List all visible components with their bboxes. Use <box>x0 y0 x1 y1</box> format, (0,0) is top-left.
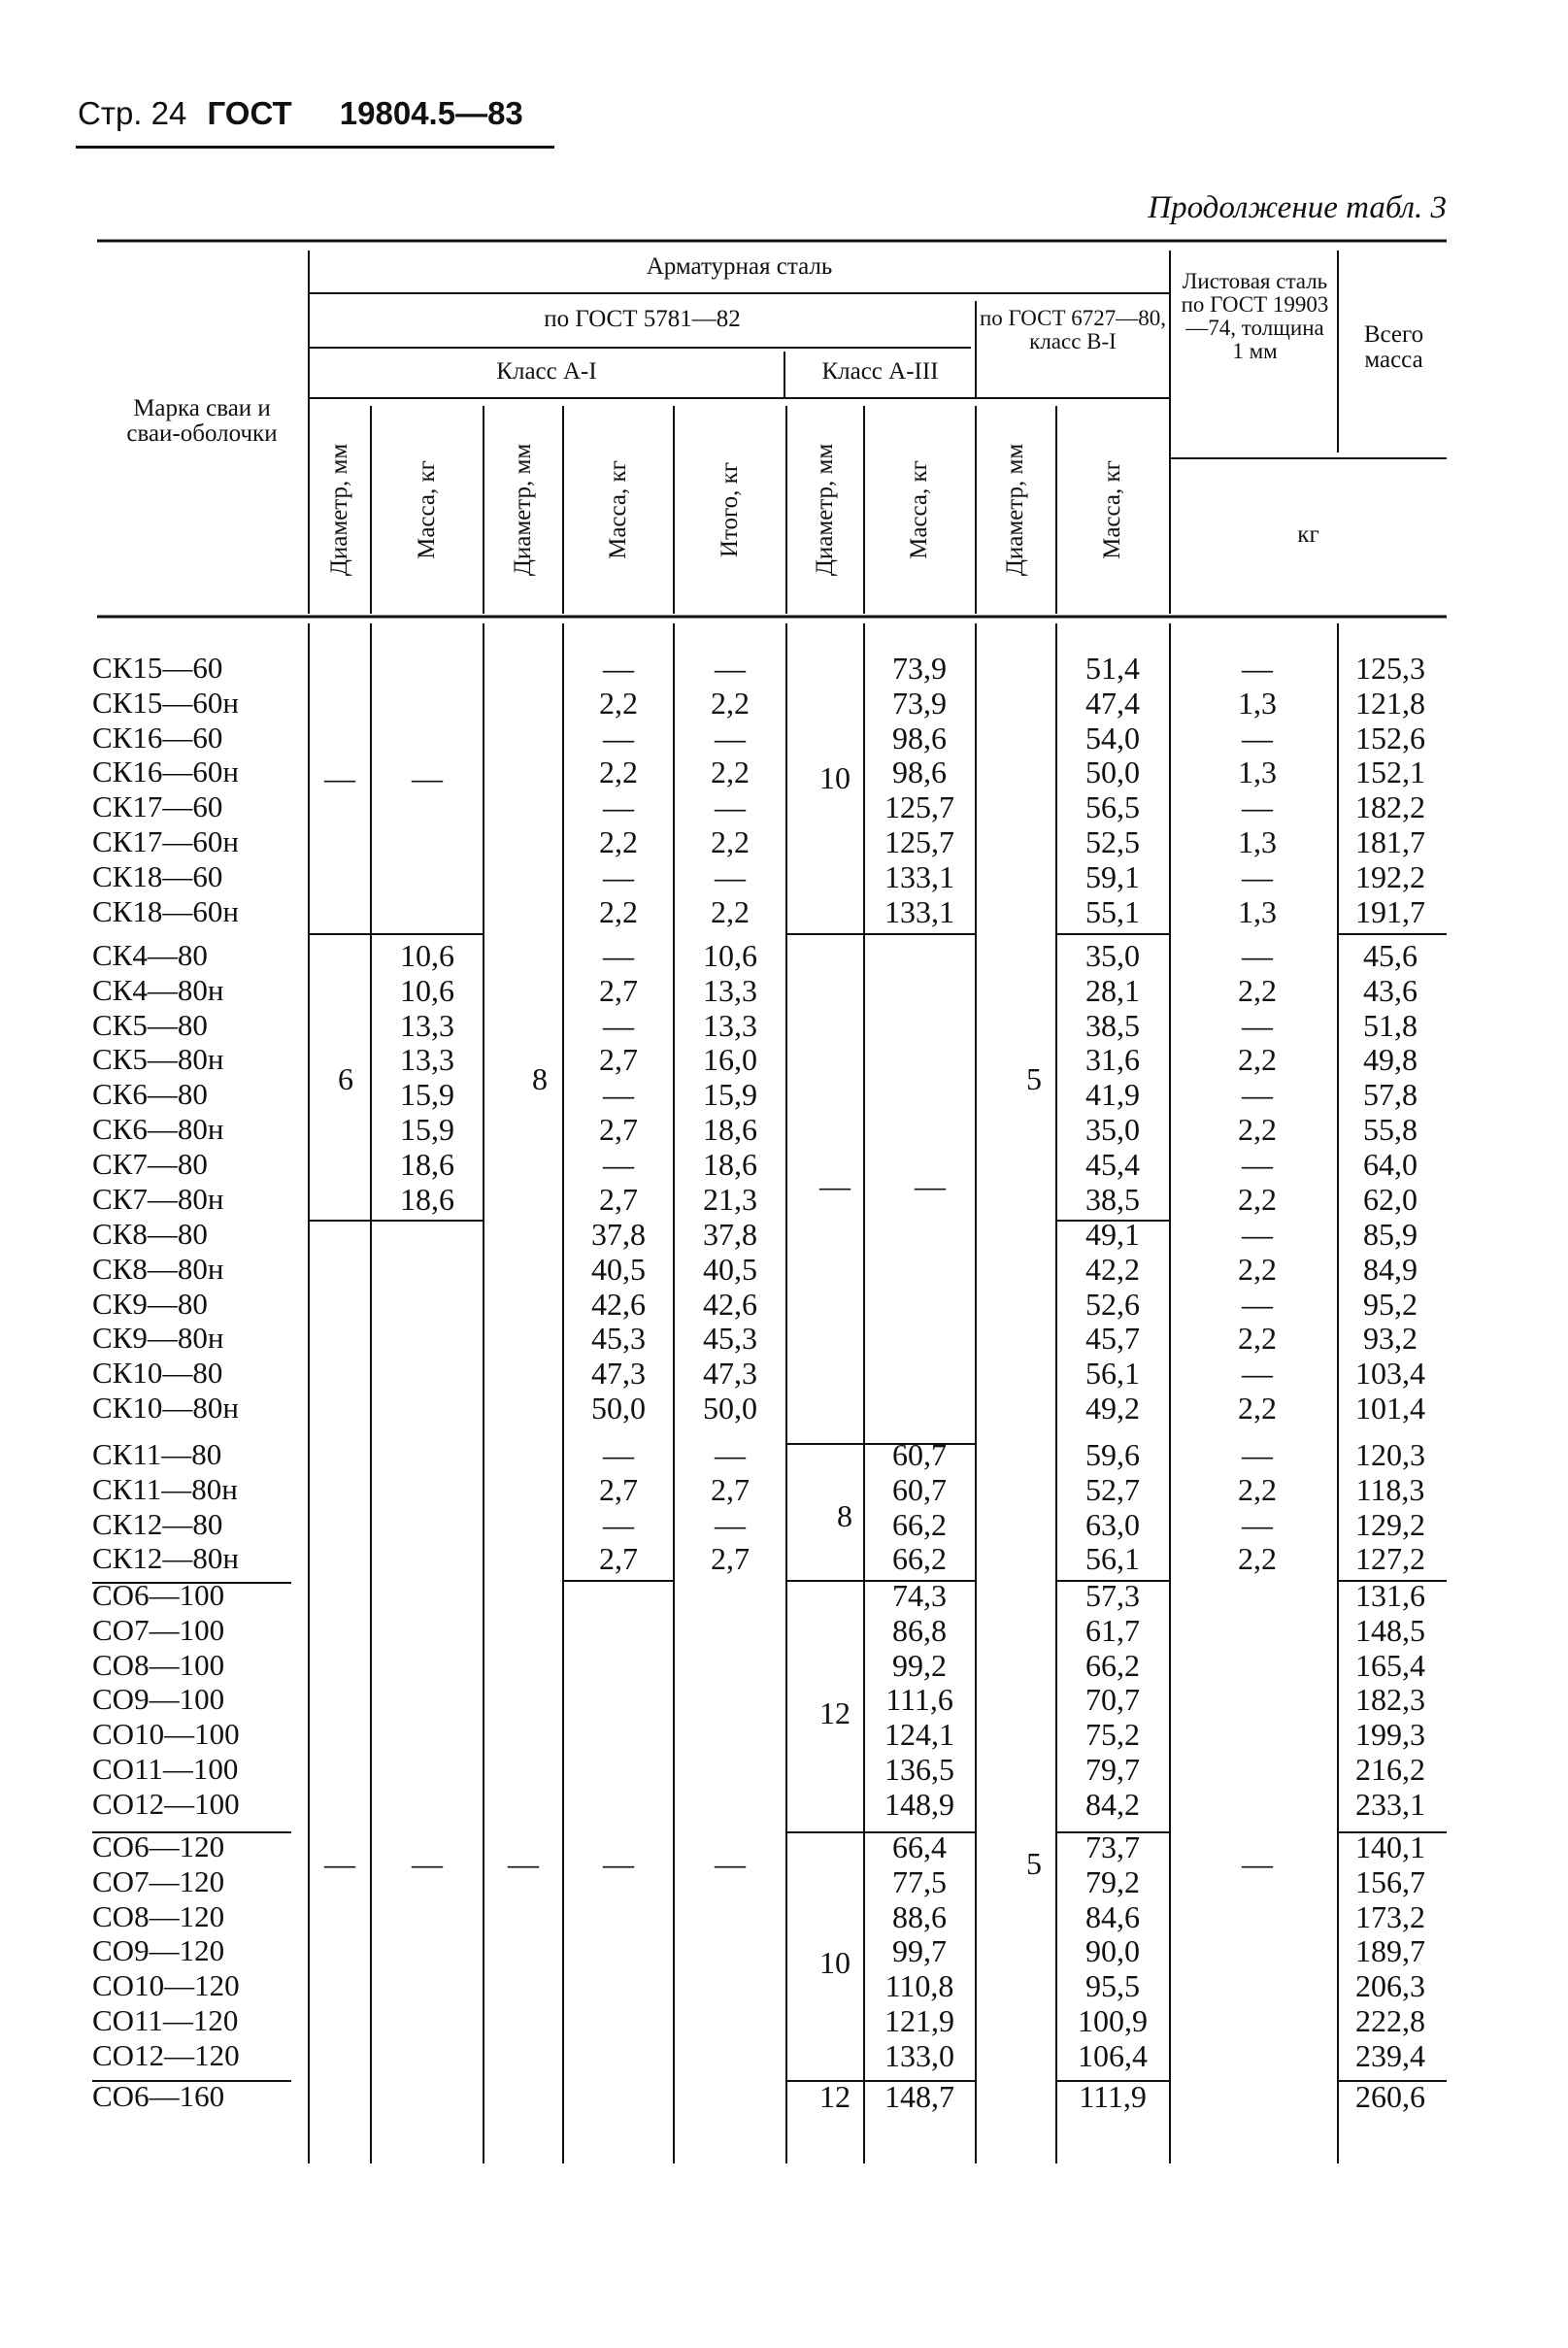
cell-a1m2: 2,2 <box>599 755 638 790</box>
cell-a1s: 37,8 <box>703 1217 757 1252</box>
subhdr-a1-subtotal: Итого, кг <box>717 461 743 558</box>
cell-a1m2: 2,7 <box>599 1112 638 1147</box>
group-cell: 10 <box>819 760 851 795</box>
cell-total: 206,3 <box>1355 1968 1425 2004</box>
cell-sheet: — <box>1242 1437 1273 1472</box>
cell-a1m1: 10,6 <box>400 972 454 1008</box>
cell-a3m: 136,5 <box>884 1752 954 1787</box>
subhdr-a1-m1: Масса, кг <box>414 460 440 559</box>
row-mark: СО6—160 <box>92 2079 225 2113</box>
standard-label: ГОСТ <box>207 95 292 131</box>
group-cell: 8 <box>532 1061 548 1096</box>
row-mark: СО8—100 <box>92 1647 225 1682</box>
cell-a1m2: 2,2 <box>599 685 638 721</box>
cell-a3m: 73,9 <box>892 685 947 721</box>
cell-a1m2: — <box>603 1506 634 1542</box>
row-mark: СО6—120 <box>92 1829 225 1863</box>
cell-b1m: 90,0 <box>1085 1933 1140 1969</box>
cell-a3m: 99,7 <box>892 1933 947 1969</box>
cell-a3m: 77,5 <box>892 1863 947 1899</box>
cell-a3m: 66,2 <box>892 1506 947 1542</box>
subhdr-a1-d2: Диаметр, мм <box>510 443 536 577</box>
cell-sheet: 1,3 <box>1238 824 1277 859</box>
cell-sheet: 2,2 <box>1238 1112 1277 1147</box>
cell-a3m: 99,2 <box>892 1647 947 1683</box>
cell-total: 199,3 <box>1355 1717 1425 1753</box>
cell-b1m: 61,7 <box>1085 1612 1140 1648</box>
row-mark: СК12—80 <box>92 1506 223 1541</box>
cell-b1m: 28,1 <box>1085 972 1140 1008</box>
cell-b1m: 49,2 <box>1085 1391 1140 1426</box>
cell-b1m: 35,0 <box>1085 938 1140 973</box>
row-mark: СК18—60 <box>92 858 223 893</box>
standard-number: 19804.5—83 <box>339 95 523 131</box>
cell-total: 64,0 <box>1363 1146 1418 1182</box>
cell-sheet: — <box>1242 1506 1273 1542</box>
cell-a1m1: 18,6 <box>400 1146 454 1182</box>
subhdr-a3-d: Диаметр, мм <box>812 443 838 577</box>
cell-a3m: 98,6 <box>892 755 947 790</box>
cell-b1m: 42,2 <box>1085 1251 1140 1287</box>
cell-total: 55,8 <box>1363 1112 1418 1147</box>
cell-a1m2: — <box>603 651 634 686</box>
cell-total: 118,3 <box>1355 1471 1425 1507</box>
group-cell: — <box>412 1846 443 1881</box>
cell-sheet: 1,3 <box>1238 685 1277 721</box>
cell-sheet: 2,2 <box>1238 1321 1277 1357</box>
cell-a1m2: 2,2 <box>599 893 638 929</box>
cell-a3m: 125,7 <box>884 824 954 859</box>
col-total-header: Всего масса <box>1363 321 1424 374</box>
cell-total: 45,6 <box>1363 938 1418 973</box>
cell-a1s: — <box>715 651 746 686</box>
cell-b1m: 56,1 <box>1085 1541 1140 1577</box>
cell-b1m: 56,5 <box>1085 789 1140 825</box>
cell-a1m2: — <box>603 938 634 973</box>
cell-a3m: 98,6 <box>892 720 947 755</box>
col-class-a1-header: Класс А-I <box>496 358 597 385</box>
table-continuation-label: Продолжение табл. 3 <box>1148 190 1447 225</box>
cell-a1m1: 13,3 <box>400 1007 454 1043</box>
cell-b1m: 95,5 <box>1085 1968 1140 2004</box>
cell-sheet: — <box>1242 1077 1273 1113</box>
cell-b1m: 111,9 <box>1079 2079 1147 2114</box>
cell-b1m: 49,1 <box>1085 1217 1140 1252</box>
cell-total: 84,9 <box>1363 1251 1418 1287</box>
cell-a1m2: 2,7 <box>599 1181 638 1217</box>
row-mark: СО8—120 <box>92 1898 225 1933</box>
cell-sheet: 2,2 <box>1238 1471 1277 1507</box>
row-mark: СО9—120 <box>92 1933 225 1968</box>
cell-a3m: 148,9 <box>884 1786 954 1822</box>
cell-total: 125,3 <box>1355 651 1425 686</box>
cell-a1s: — <box>715 1506 746 1542</box>
cell-sheet: — <box>1242 1007 1273 1043</box>
group-cell: — <box>1242 1846 1273 1881</box>
cell-a1m2: — <box>603 1437 634 1472</box>
cell-total: 131,6 <box>1355 1578 1425 1613</box>
row-mark: СО12—120 <box>92 2037 240 2072</box>
cell-a1s: 18,6 <box>703 1146 757 1182</box>
row-mark: СК17—60н <box>92 824 239 858</box>
cell-total: 182,2 <box>1355 789 1425 825</box>
cell-total: 120,3 <box>1355 1437 1425 1472</box>
cell-b1m: 35,0 <box>1085 1112 1140 1147</box>
row-mark: СО11—120 <box>92 2003 239 2037</box>
cell-b1m: 57,3 <box>1085 1578 1140 1613</box>
cell-sheet: — <box>1242 789 1273 825</box>
cell-total: 233,1 <box>1355 1786 1425 1822</box>
cell-sheet: 2,2 <box>1238 1391 1277 1426</box>
group-cell: 5 <box>1026 1061 1042 1096</box>
cell-a3m: 125,7 <box>884 789 954 825</box>
cell-a3m: 86,8 <box>892 1612 947 1648</box>
cell-b1m: 106,4 <box>1078 2037 1148 2073</box>
row-mark: СО12—100 <box>92 1786 240 1821</box>
group-cell: — <box>819 1168 851 1203</box>
row-mark: СК6—80 <box>92 1077 208 1112</box>
cell-b1m: 45,7 <box>1085 1321 1140 1357</box>
cell-a1m2: 45,3 <box>591 1321 646 1357</box>
row-mark: СК18—60н <box>92 893 239 928</box>
row-mark: СК5—80 <box>92 1007 208 1042</box>
row-mark: СК7—80 <box>92 1146 208 1181</box>
row-mark: СК8—80н <box>92 1251 224 1286</box>
group-cell: 6 <box>338 1061 353 1096</box>
cell-sheet: 2,2 <box>1238 1251 1277 1287</box>
row-mark: СК17—60 <box>92 789 223 824</box>
cell-a3m: 111,6 <box>885 1682 953 1718</box>
cell-a3m: 60,7 <box>892 1437 947 1472</box>
cell-a3m: 73,9 <box>892 651 947 686</box>
cell-a1s: — <box>715 789 746 825</box>
subhdr-a3-m: Масса, кг <box>906 460 932 559</box>
cell-a1m2: 50,0 <box>591 1391 646 1426</box>
col-class-a3-header: Класс А-III <box>821 358 939 385</box>
row-mark: СК8—80 <box>92 1217 208 1251</box>
cell-a3m: 133,1 <box>884 893 954 929</box>
cell-total: 152,6 <box>1355 720 1425 755</box>
cell-b1m: 55,1 <box>1085 893 1140 929</box>
row-mark: СК10—80 <box>92 1356 223 1391</box>
cell-a3m: 88,6 <box>892 1898 947 1934</box>
cell-total: 62,0 <box>1363 1181 1418 1217</box>
cell-a3m: 60,7 <box>892 1471 947 1507</box>
col-unit-kg: кг <box>1297 521 1319 548</box>
cell-sheet: 1,3 <box>1238 755 1277 790</box>
row-mark: СО11—100 <box>92 1752 239 1786</box>
cell-sheet: — <box>1242 1146 1273 1182</box>
cell-a1s: 13,3 <box>703 1007 757 1043</box>
cell-sheet: — <box>1242 938 1273 973</box>
cell-a3m: 124,1 <box>884 1717 954 1753</box>
cell-b1m: 59,1 <box>1085 858 1140 894</box>
cell-a1s: — <box>715 858 746 894</box>
cell-a3m: 148,7 <box>884 2079 954 2114</box>
subhdr-a1-m2: Масса, кг <box>605 460 631 559</box>
group-cell: — <box>603 1846 634 1881</box>
col-mark-header: Марка сваи и сваи-оболочки <box>126 395 278 448</box>
cell-sheet: — <box>1242 858 1273 894</box>
row-mark: СК6—80н <box>92 1112 224 1146</box>
cell-b1m: 100,9 <box>1078 2003 1148 2038</box>
subhdr-a1-d1: Диаметр, мм <box>326 443 352 577</box>
row-mark: СО9—100 <box>92 1682 225 1717</box>
cell-a1m2: 2,7 <box>599 1042 638 1078</box>
cell-a1m2: 40,5 <box>591 1251 646 1287</box>
cell-total: 260,6 <box>1355 2079 1425 2114</box>
cell-a3m: 121,9 <box>884 2003 954 2038</box>
cell-a1m2: 2,7 <box>599 1541 638 1577</box>
cell-sheet: — <box>1242 651 1273 686</box>
cell-b1m: 70,7 <box>1085 1682 1140 1718</box>
cell-total: 127,2 <box>1355 1541 1425 1577</box>
cell-b1m: 66,2 <box>1085 1647 1140 1683</box>
cell-a3m: 66,4 <box>892 1829 947 1864</box>
cell-a1m2: — <box>603 858 634 894</box>
col-gost6727-header: по ГОСТ 6727—80, класс В-I <box>979 306 1167 354</box>
cell-total: 239,4 <box>1355 2037 1425 2073</box>
cell-total: 129,2 <box>1355 1506 1425 1542</box>
cell-a3m: 133,1 <box>884 858 954 894</box>
cell-a1s: 2,7 <box>711 1471 750 1507</box>
cell-a1m2: 2,2 <box>599 824 638 859</box>
cell-a1s: 13,3 <box>703 972 757 1008</box>
group-cell: 5 <box>1026 1846 1042 1881</box>
cell-total: 140,1 <box>1355 1829 1425 1864</box>
cell-b1m: 47,4 <box>1085 685 1140 721</box>
cell-total: 57,8 <box>1363 1077 1418 1113</box>
row-mark: СК5—80н <box>92 1042 224 1077</box>
cell-total: 101,4 <box>1355 1391 1425 1426</box>
row-mark: СК7—80н <box>92 1181 224 1216</box>
cell-b1m: 38,5 <box>1085 1007 1140 1043</box>
cell-b1m: 41,9 <box>1085 1077 1140 1113</box>
row-mark: СК16—60 <box>92 720 223 755</box>
cell-a1m2: — <box>603 1146 634 1182</box>
row-mark: СК4—80 <box>92 938 208 972</box>
cell-a1s: 42,6 <box>703 1286 757 1322</box>
cell-b1m: 79,7 <box>1085 1752 1140 1787</box>
cell-sheet: 1,3 <box>1238 893 1277 929</box>
cell-a1s: 2,7 <box>711 1541 750 1577</box>
subhdr-b1-d: Диаметр, мм <box>1002 443 1028 577</box>
cell-total: 93,2 <box>1363 1321 1418 1357</box>
group-cell: — <box>508 1846 539 1881</box>
cell-b1m: 51,4 <box>1085 651 1140 686</box>
cell-a1m2: 47,3 <box>591 1356 646 1392</box>
row-mark: СК15—60н <box>92 685 239 720</box>
cell-b1m: 38,5 <box>1085 1181 1140 1217</box>
cell-total: 173,2 <box>1355 1898 1425 1934</box>
cell-a1m1: 13,3 <box>400 1042 454 1078</box>
cell-b1m: 52,7 <box>1085 1471 1140 1507</box>
cell-b1m: 31,6 <box>1085 1042 1140 1078</box>
cell-a3m: 133,0 <box>884 2037 954 2073</box>
col-rebar-header: Арматурная сталь <box>646 253 833 280</box>
cell-a1m2: 2,7 <box>599 972 638 1008</box>
cell-b1m: 52,5 <box>1085 824 1140 859</box>
subhdr-b1-m: Масса, кг <box>1099 460 1125 559</box>
row-mark: СК10—80н <box>92 1391 239 1425</box>
cell-total: 121,8 <box>1355 685 1425 721</box>
row-mark: СО10—120 <box>92 1968 240 2003</box>
cell-a1m2: — <box>603 1077 634 1113</box>
cell-a1s: 40,5 <box>703 1251 757 1287</box>
cell-a1m1: 10,6 <box>400 938 454 973</box>
cell-total: 51,8 <box>1363 1007 1418 1043</box>
row-mark: СО7—100 <box>92 1612 225 1647</box>
cell-b1m: 73,7 <box>1085 1829 1140 1864</box>
cell-b1m: 79,2 <box>1085 1863 1140 1899</box>
cell-total: 181,7 <box>1355 824 1425 859</box>
cell-total: 152,1 <box>1355 755 1425 790</box>
cell-sheet: — <box>1242 1286 1273 1322</box>
cell-a1s: 2,2 <box>711 755 750 790</box>
cell-a1m2: — <box>603 1007 634 1043</box>
cell-b1m: 84,6 <box>1085 1898 1140 1934</box>
group-cell: — <box>324 1846 355 1881</box>
row-mark: СК11—80 <box>92 1437 222 1471</box>
cell-a3d: 12 <box>819 2079 851 2114</box>
cell-b1m: 50,0 <box>1085 755 1140 790</box>
row-mark: СО6—100 <box>92 1578 225 1612</box>
group-cell: 12 <box>819 1695 851 1730</box>
cell-total: 103,4 <box>1355 1356 1425 1392</box>
cell-a1m2: 2,7 <box>599 1471 638 1507</box>
cell-total: 43,6 <box>1363 972 1418 1008</box>
cell-a3m: 110,8 <box>884 1968 954 2004</box>
cell-b1m: 52,6 <box>1085 1286 1140 1322</box>
cell-a1m1: 15,9 <box>400 1112 454 1147</box>
row-mark: СО7—120 <box>92 1863 225 1898</box>
col-sheet-header: Листовая сталь по ГОСТ 19903—74, толщина 1 мм <box>1181 269 1329 364</box>
row-mark: СК9—80н <box>92 1321 224 1356</box>
cell-b1m: 54,0 <box>1085 720 1140 755</box>
row-mark: СО10—100 <box>92 1717 240 1752</box>
cell-a1m2: 37,8 <box>591 1217 646 1252</box>
cell-total: 192,2 <box>1355 858 1425 894</box>
cell-total: 49,8 <box>1363 1042 1418 1078</box>
cell-a1s: 47,3 <box>703 1356 757 1392</box>
cell-b1m: 84,2 <box>1085 1786 1140 1822</box>
cell-a1s: 18,6 <box>703 1112 757 1147</box>
cell-b1m: 63,0 <box>1085 1506 1140 1542</box>
cell-total: 156,7 <box>1355 1863 1425 1899</box>
cell-a1s: 50,0 <box>703 1391 757 1426</box>
row-mark: СК11—80н <box>92 1471 238 1506</box>
page-number: Стр. 24 <box>78 95 187 131</box>
cell-b1m: 56,1 <box>1085 1356 1140 1392</box>
cell-total: 95,2 <box>1363 1286 1418 1322</box>
group-cell: 10 <box>819 1945 851 1980</box>
cell-a1m2: — <box>603 789 634 825</box>
cell-a1s: — <box>715 720 746 755</box>
cell-a1s: 21,3 <box>703 1181 757 1217</box>
cell-sheet: 2,2 <box>1238 1541 1277 1577</box>
cell-total: 222,8 <box>1355 2003 1425 2038</box>
col-gost5781-header: по ГОСТ 5781—82 <box>544 306 741 332</box>
row-mark: СК16—60н <box>92 755 239 789</box>
row-mark: СК9—80 <box>92 1286 208 1321</box>
cell-a1s: 16,0 <box>703 1042 757 1078</box>
cell-total: 165,4 <box>1355 1647 1425 1683</box>
cell-sheet: 2,2 <box>1238 1181 1277 1217</box>
cell-a3m: 74,3 <box>892 1578 947 1613</box>
cell-sheet: — <box>1242 720 1273 755</box>
cell-a1m1: 18,6 <box>400 1181 454 1217</box>
cell-total: 189,7 <box>1355 1933 1425 1969</box>
group-cell: 8 <box>837 1498 852 1533</box>
cell-total: 191,7 <box>1355 893 1425 929</box>
cell-a1m1: 15,9 <box>400 1077 454 1113</box>
cell-a1m2: — <box>603 720 634 755</box>
cell-a3m: 66,2 <box>892 1541 947 1577</box>
cell-sheet: 2,2 <box>1238 972 1277 1008</box>
cell-a1s: 2,2 <box>711 824 750 859</box>
cell-a1s: 2,2 <box>711 893 750 929</box>
cell-total: 148,5 <box>1355 1612 1425 1648</box>
cell-b1m: 59,6 <box>1085 1437 1140 1472</box>
cell-a1s: 10,6 <box>703 938 757 973</box>
group-cell: — <box>915 1168 946 1203</box>
cell-total: 85,9 <box>1363 1217 1418 1252</box>
cell-sheet: — <box>1242 1356 1273 1392</box>
cell-sheet: 2,2 <box>1238 1042 1277 1078</box>
cell-b1m: 45,4 <box>1085 1146 1140 1182</box>
cell-sheet: — <box>1242 1217 1273 1252</box>
cell-a1s: 15,9 <box>703 1077 757 1113</box>
row-mark: СК4—80н <box>92 972 224 1007</box>
row-mark: СК15—60 <box>92 651 223 685</box>
cell-total: 182,3 <box>1355 1682 1425 1718</box>
group-cell: — <box>715 1846 746 1881</box>
cell-a1m2: 42,6 <box>591 1286 646 1322</box>
cell-a1s: — <box>715 1437 746 1472</box>
group-cell: — <box>412 760 443 795</box>
cell-b1m: 75,2 <box>1085 1717 1140 1753</box>
row-mark: СК12—80н <box>92 1541 239 1576</box>
cell-total: 216,2 <box>1355 1752 1425 1787</box>
group-cell: — <box>324 760 355 795</box>
cell-a1s: 45,3 <box>703 1321 757 1357</box>
cell-a1s: 2,2 <box>711 685 750 721</box>
